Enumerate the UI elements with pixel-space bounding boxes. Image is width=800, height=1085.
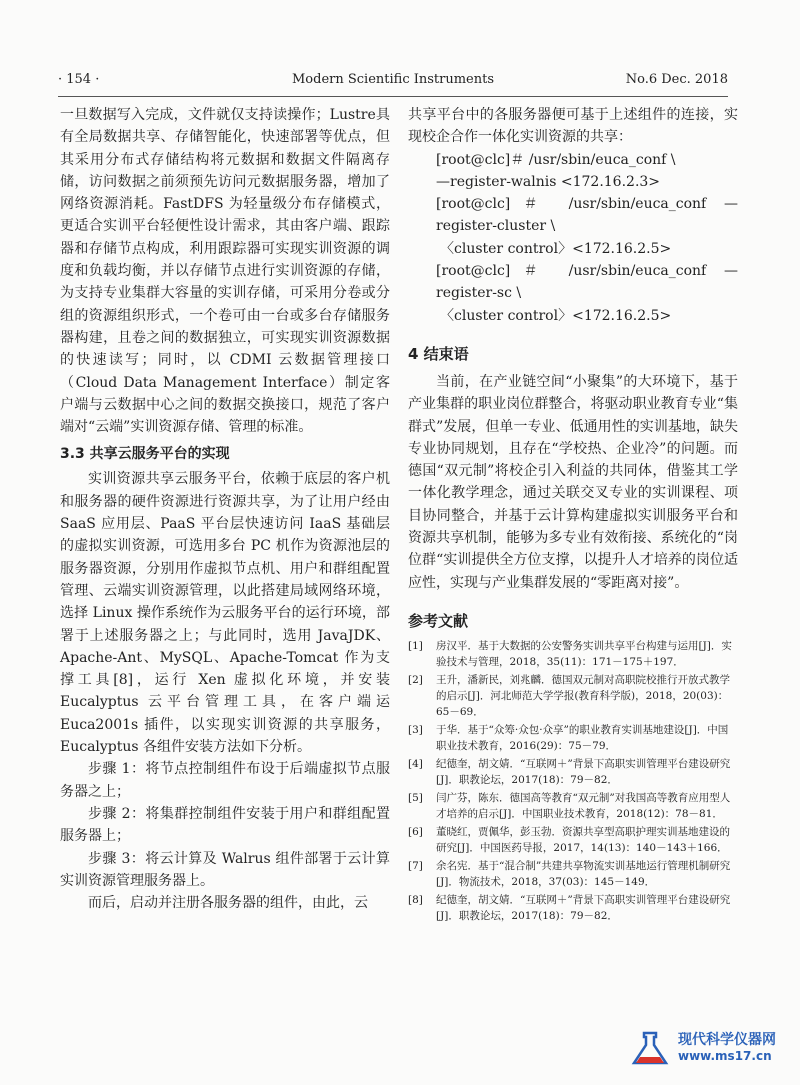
command-line: [root@clc]＃ /usr/sbin/euca_conf \ xyxy=(436,151,676,168)
paragraph: 一旦数据写入完成，文件就仅支持读操作；Lustre具有全局数据共享、存储智能化，快速部署等优点，但其采用分布式存储结构将元数据和数据文件隔离存储，访问数据之前须预先访问元数据服务器，增加了网络资源消耗。FastDFS 为轻量级分布存储模式，更适合实训平台轻便性设计需求，其由客户端、跟踪器和存储节点构成，利用跟踪器可实现实训资源的调度和负载均衡，并以存储节点进行实训资源的存储，为支持专业集群大容量的实训存储，可采用分卷或分组的资源组织形式，一个卷可由一台或多台存储服务器构建，且卷之间的数据独立，可实现实训资源数据的快速读写；同时，以 CDMI 云数据管理接口（Cloud Data Management Interface）制定客户端与云数据中心之间的数据交换接口，规范了客户端对“云端”实训资源存储、管理的标准。 xyxy=(60,107,390,436)
reference-item xyxy=(408,638,738,670)
reference-item xyxy=(408,672,738,720)
references-heading: 参考文献 xyxy=(408,611,469,630)
reference-text: 房汉平．基于大数据的公安警务实训共享平台构建与运用[J]．实验技术与管理，2018，35(11)：171－175＋197． xyxy=(436,639,732,668)
reference-item xyxy=(408,722,738,754)
reference-item xyxy=(408,756,738,788)
reference-item xyxy=(408,790,738,822)
paragraph: 而后，启动并注册各服务器的组件，由此，云 xyxy=(88,895,368,912)
paragraph: 共享平台中的各服务器便可基于上述组件的连接，实现校企合作一体化实训资源的共享： xyxy=(408,107,738,146)
reference-number: [5] xyxy=(408,791,423,804)
reference-text: 闫广芬，陈东．德国高等教育“双元制”对我国高等教育应用型人才培养的启示[J]．中国职业技术教育，2018(12)：78－81． xyxy=(436,791,731,820)
reference-item xyxy=(408,824,738,856)
reference-text: 董晓红，贾佩华，彭玉勃．资源共享型高职护理实训基地建设的研究[J]．中国医药导报，2017，14(13)：140－143＋166． xyxy=(436,825,730,854)
section-heading: 4 结束语 xyxy=(408,344,469,363)
step-3: 步骤 3：将云计算及 Walrus 组件部署于云计算实训资源管理服务器上。 xyxy=(60,850,390,889)
left-column xyxy=(60,104,390,914)
journal-title: Modern Scientific Instruments xyxy=(291,72,495,87)
reference-text: 余名宪．基于“混合制”共建共享物流实训基地运行管理机制研究[J]．物流技术，2018，37(03)：145－149． xyxy=(436,859,731,888)
paragraph: 实训资源共享云服务平台，依赖于底层的客户机和服务器的硬件资源进行资源共享，为了让用户经由 SaaS 应用层、PaaS 平台层快速访问 IaaS 基础层的虚拟实训资源，可选用多台 PC 机作为资源池层的服务器资源，分别用作虚拟节点机、用户和群组配置管理、云端实训资源管理，以此搭建局域网络环境，选择 Linux 操作系统作为云服务平台的运行环境，部署于上述服务器之上；与此同时，选用 JavaJDK、Apache-Ant、MySQL、Apache-Tomcat 作为支撑工具[8]，运行 Xen 虚拟化环境，并安装 Eucalyptus 云平台管理工具，在客户端运Euca2001s 插件，以实现实训资源的共享服务，Eucalyptus 各组件安装方法如下分析。 xyxy=(60,471,390,756)
reference-number: [3] xyxy=(408,723,423,736)
reference-number: [7] xyxy=(408,859,423,872)
reference-text: 纪德奎，胡文婧．“互联网＋”背景下高职实训管理平台建设研究[J]．职教论坛，2017(18)：79－82． xyxy=(436,757,731,786)
issue-date: No.6 Dec. 2018 xyxy=(625,72,728,87)
running-header xyxy=(58,72,728,92)
reference-number: [8] xyxy=(408,893,423,906)
reference-number: [2] xyxy=(408,673,423,686)
section-heading: 3.3 共享云服务平台的实现 xyxy=(60,446,230,463)
flask-logo-icon xyxy=(628,1029,672,1069)
reference-text: 于华．基于“众筹·众包·众享”的职业教育实训基地建设[J]．中国职业技术教育，2016(29)：75－79． xyxy=(436,723,729,752)
command-line: 〈cluster control〉<172.16.2.5> xyxy=(440,307,672,324)
reference-list xyxy=(408,638,738,924)
step-2: 步骤 2：将集群控制组件安装于用户和群组配置服务器上； xyxy=(60,805,390,845)
step-1: 步骤 1：将节点控制组件布设于后端虚拟节点服务器之上； xyxy=(60,761,390,800)
reference-item xyxy=(408,858,738,890)
command-line: [root@clc]＃ /usr/sbin/euca_conf —register-sc \ xyxy=(436,263,738,302)
command-line: —register-walnis <172.16.2.3> xyxy=(436,173,661,190)
site-watermark xyxy=(628,1025,788,1075)
reference-number: [4] xyxy=(408,757,423,770)
reference-text: 纪德奎，胡文婧．“互联网＋”背景下高职实训管理平台建设研究[J]．职教论坛，2017(18)：79－82． xyxy=(436,893,731,922)
reference-text: 王升，潘新民，刘兆麟．德国双元制对高职院校推行开放式教学的启示[J]．河北师范大学学报(教育科学版)，2018，20(03)：65－69． xyxy=(436,673,730,718)
page-number: · 154 · xyxy=(58,72,100,87)
command-line: 〈cluster control〉<172.16.2.5> xyxy=(440,240,672,257)
paragraph: 当前，在产业链空间“小聚集”的大环境下，基于产业集群的职业岗位群整合，将驱动职业教育专业“集群式”发展，但单一专业、低通用性的实训基地，缺失专业协同规划，且存在“学校热、企业冷”的问题。而德国“双元制”将校企引入利益的共同体，借鉴其工学一体化教学理念，通过关联交叉专业的实训课程、项目协同整合，并基于云计算构建虚拟实训服务平台和资源共享机制，能够为多专业有效衔接、系统化的“岗位群“实训提供全方位支撑，以提升人才培养的岗位适应性，实现与产业集群发展的“零距离对接”。 xyxy=(408,373,738,591)
command-line: [root@clc]＃ /usr/sbin/euca_conf —register-cluster \ xyxy=(436,196,738,235)
header-rule xyxy=(58,96,728,97)
reference-number: [6] xyxy=(408,825,423,838)
reference-number: [1] xyxy=(408,639,423,652)
watermark-url: www.ms17.cn xyxy=(678,1049,772,1063)
reference-item xyxy=(408,892,738,924)
watermark-name: 现代科学仪器网 xyxy=(678,1032,776,1048)
right-column xyxy=(408,104,738,926)
